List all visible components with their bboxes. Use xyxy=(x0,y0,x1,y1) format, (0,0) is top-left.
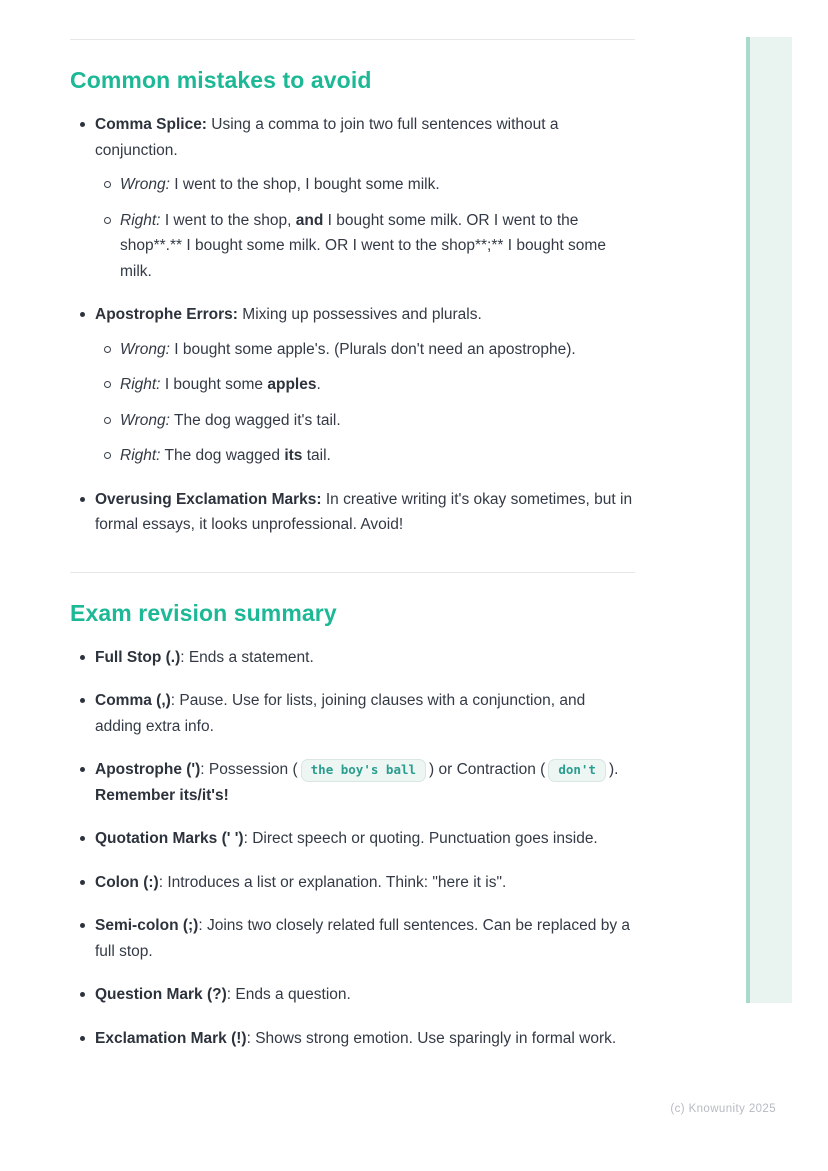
term-label: Comma (,) xyxy=(95,692,171,709)
example-wrong xyxy=(120,337,635,363)
list-item-colon xyxy=(95,870,635,896)
example-bold-word: its xyxy=(284,447,303,464)
list-item-overusing-exclamation xyxy=(95,487,635,538)
example-wrong xyxy=(120,408,635,434)
example-lead: Wrong: xyxy=(120,176,170,193)
example-text: I went to the shop, xyxy=(164,211,296,229)
term-label: Full Stop (.) xyxy=(95,648,181,666)
example-lead: Right: xyxy=(120,211,161,229)
example-right xyxy=(120,443,635,469)
section-heading-exam-revision: Exam revision summary xyxy=(70,599,337,626)
term-label: Comma Splice: xyxy=(95,116,207,133)
term-label: Exclamation Mark (!) xyxy=(95,1029,247,1047)
example-text: The dog wagged it's tail. xyxy=(174,411,341,429)
examples-list xyxy=(95,172,635,284)
example-text: tail. xyxy=(302,447,331,464)
term-label: Apostrophe Errors: xyxy=(95,306,238,323)
term-description: ) or Contraction ( xyxy=(429,761,546,778)
section-heading-common-mistakes: Common mistakes to avoid xyxy=(70,67,372,93)
list-item-question-mark xyxy=(95,982,635,1008)
list-item-semi-colon xyxy=(95,913,635,964)
example-text: I bought some milk. OR I went to the shop**.** I bought some milk. OR I went to the shop**;** I bought some milk. xyxy=(120,211,606,280)
term-description: : Shows strong emotion. Use sparingly in formal work. xyxy=(246,1029,617,1047)
example-text: I bought some xyxy=(164,376,268,393)
example-lead: Wrong: xyxy=(120,411,170,429)
inline-code-possession: the boy's ball xyxy=(301,759,426,782)
term-label: Semi-colon (;) xyxy=(95,917,199,934)
example-lead: Wrong: xyxy=(120,340,170,358)
term-label: Question Mark (?) xyxy=(95,986,227,1003)
section-exam-revision xyxy=(70,599,635,1052)
term-label: Quotation Marks (' ') xyxy=(95,830,244,847)
list-item-full-stop xyxy=(95,645,635,671)
list-item-exclamation-mark xyxy=(95,1026,635,1052)
example-bold-word: apples xyxy=(267,376,317,393)
example-right xyxy=(120,372,635,398)
term-description: : Direct speech or quoting. Punctuation goes inside. xyxy=(243,830,598,847)
example-right xyxy=(120,208,635,285)
term-description: In creative writing it's okay sometimes, but in formal essays, it looks unprofessional. Avoid! xyxy=(95,490,633,533)
example-text: . xyxy=(316,376,321,393)
section-divider xyxy=(70,572,635,573)
term-description: : Joins two closely related full sentences. Can be replaced by a full stop. xyxy=(95,917,630,960)
inline-code-contraction: don't xyxy=(548,759,606,782)
term-description: : Ends a question. xyxy=(226,986,351,1003)
list-item-comma-splice xyxy=(95,112,635,284)
page-accent-bar xyxy=(746,37,792,1003)
term-description: : Introduces a list or explanation. Think: "here it is". xyxy=(158,873,507,891)
example-text: I went to the shop, I bought some milk. xyxy=(174,176,440,193)
term-description: Mixing up possessives and plurals. xyxy=(242,306,482,323)
footer-credit: (c) Knowunity 2025 xyxy=(670,1103,776,1115)
term-description: : Possession ( xyxy=(200,761,298,778)
term-description: ). xyxy=(608,761,619,778)
term-description: Using a comma to join two full sentences without a conjunction. xyxy=(95,116,559,159)
term-description: : Ends a statement. xyxy=(180,648,314,666)
example-wrong xyxy=(120,172,635,198)
example-text: I bought some apple's. (Plurals don't need an apostrophe). xyxy=(174,340,576,358)
section-common-mistakes xyxy=(70,66,635,538)
term-label: Colon (:) xyxy=(95,873,159,891)
example-bold-word: and xyxy=(295,211,324,229)
list-item-comma xyxy=(95,688,635,739)
mistakes-list xyxy=(70,112,635,538)
example-lead: Right: xyxy=(120,447,161,464)
top-divider xyxy=(70,39,635,40)
example-lead: Right: xyxy=(120,376,161,393)
list-item-apostrophe xyxy=(95,757,635,808)
term-label: Overusing Exclamation Marks: xyxy=(95,490,322,508)
list-item-apostrophe-errors xyxy=(95,302,635,469)
example-text: The dog wagged xyxy=(164,447,285,464)
term-label: Apostrophe (') xyxy=(95,761,201,778)
examples-list xyxy=(95,337,635,469)
term-description: : Pause. Use for lists, joining clauses with a conjunction, and adding extra info. xyxy=(95,692,586,735)
reminder-text: Remember its/it's! xyxy=(95,786,229,804)
list-item-quotation-marks xyxy=(95,826,635,852)
revision-list xyxy=(70,645,635,1052)
